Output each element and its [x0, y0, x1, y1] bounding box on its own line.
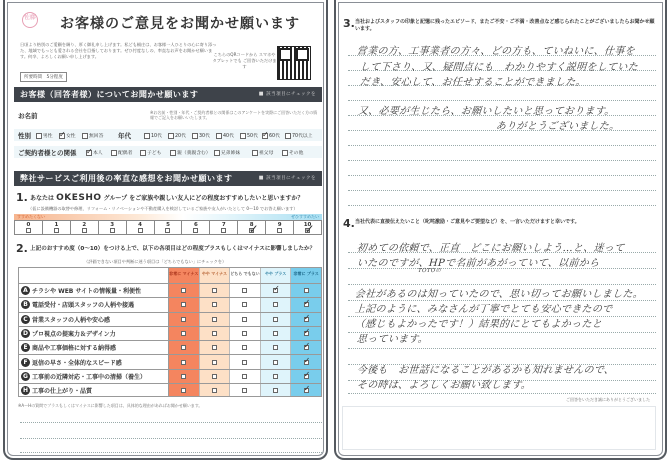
- q1-number: 1.: [16, 191, 28, 204]
- checkbox[interactable]: [273, 302, 278, 307]
- age-option-60[interactable]: ✓ 60代: [262, 132, 280, 139]
- q4-answer-line-9: その時は、よろしくお願い致します。: [356, 380, 532, 391]
- checkbox-checked[interactable]: [304, 388, 309, 393]
- checkbox[interactable]: [242, 317, 247, 322]
- cell-very-positive[interactable]: [291, 298, 321, 311]
- checkbox[interactable]: [168, 133, 174, 139]
- checkbox[interactable]: [36, 133, 42, 139]
- checkbox[interactable]: [242, 302, 247, 307]
- checkbox[interactable]: [138, 228, 143, 233]
- service-section-header: [14, 171, 322, 186]
- checkbox[interactable]: [144, 133, 150, 139]
- cell-very-positive[interactable]: [291, 384, 321, 396]
- cell-slightly-negative[interactable]: [200, 384, 231, 396]
- scale-option-4[interactable]: 4: [127, 221, 155, 234]
- q4-insertion: TOTOの: [417, 268, 442, 274]
- cell-slightly-positive[interactable]: [261, 355, 292, 368]
- age-option-30[interactable]: 30代: [192, 132, 210, 139]
- checkbox[interactable]: [181, 331, 186, 336]
- cell-very-positive[interactable]: [291, 370, 321, 383]
- letter-h-icon: H: [22, 386, 29, 394]
- checkbox-checked[interactable]: [304, 317, 309, 322]
- q3-answer-line-5: 又、必要が生じたら、お願いしたいと思っております。: [357, 106, 615, 117]
- cell-very-negative[interactable]: [169, 341, 200, 354]
- cell-neutral[interactable]: [230, 327, 261, 340]
- age-option-40[interactable]: 40代: [216, 132, 234, 139]
- col-very-positive: 非常に プラス: [291, 268, 321, 283]
- thanks-note: ご回答をいただき誠にありがとうございました: [566, 397, 650, 402]
- cell-slightly-negative[interactable]: [200, 284, 231, 297]
- scale-option-10-selected[interactable]: 10 ✓: [294, 221, 321, 234]
- checkbox[interactable]: [212, 288, 217, 293]
- checkbox[interactable]: [54, 228, 59, 233]
- cell-neutral[interactable]: [230, 341, 261, 354]
- cell-slightly-positive[interactable]: [261, 284, 292, 297]
- cell-very-negative[interactable]: [169, 384, 200, 396]
- checkbox-checked[interactable]: [273, 288, 278, 293]
- q2-number: 2.: [16, 242, 28, 255]
- scale-option-7[interactable]: 7: [210, 221, 238, 234]
- grid-row-d: D プロ視点の提案力＆デザイン力 ✓: [18, 326, 322, 340]
- cell-very-negative[interactable]: [169, 284, 200, 297]
- q4-text: 当社代表に直接伝えたいこと（叱咤激励・ご意見やご要望など）を、一言いただけますと幸いです。: [355, 219, 580, 225]
- gender-option-female[interactable]: ✓ 女性: [59, 132, 76, 139]
- recommend-scale: [14, 220, 322, 235]
- relation-option-child[interactable]: 子ども: [140, 149, 161, 156]
- letter-b-icon: B: [21, 300, 30, 309]
- answer-line: [348, 145, 656, 146]
- checkbox[interactable]: [82, 228, 87, 233]
- checkbox[interactable]: [273, 374, 278, 379]
- cell-slightly-negative[interactable]: [200, 313, 231, 326]
- q3-number: 3.: [343, 17, 355, 30]
- q4-answer-line-2: いたのですが、HPで名前があがっていて、以前から: [356, 258, 600, 269]
- cell-slightly-positive[interactable]: [261, 327, 292, 340]
- grid-row-f: F 返信の早さ・全体的なスピード感 ✓: [18, 354, 322, 368]
- time-required-badge: 所要時間 5分程度: [20, 72, 67, 82]
- cell-slightly-positive[interactable]: [261, 298, 292, 311]
- checkbox[interactable]: [212, 345, 217, 350]
- col-slightly-positive: やや プラス: [261, 268, 292, 283]
- checkbox-checked[interactable]: [304, 374, 309, 379]
- letter-g-icon: G: [21, 372, 30, 381]
- answer-line: [348, 160, 656, 161]
- checkbox[interactable]: [181, 302, 186, 307]
- answer-line: [348, 348, 656, 349]
- grid-row-g: G 工事前の近隣対応・工事中の清掃（養生） ✓: [18, 369, 322, 383]
- intro-text: 日頃より格別のご愛顧を賜り、厚く御礼申し上げます。私ども桶庄は、お客様一人ひとりの心に寄り添った、地域でもっとも愛される会社を目指しております。ぜひ忖度なしの、率直なお声をお聞かせ願います。何卒、よろしくお願い申し上げます。: [20, 42, 217, 59]
- scale-option-9[interactable]: 9: [266, 221, 294, 234]
- letter-e-icon: E: [21, 343, 30, 352]
- cell-slightly-negative[interactable]: [200, 298, 231, 311]
- q4-answer-line-3: 会社があるのは知っていたので、思い切ってお願いしました。: [354, 289, 644, 300]
- scale-option-6[interactable]: 6: [182, 221, 210, 234]
- seal-stamp: 佐藤: [22, 12, 38, 28]
- checkbox[interactable]: [181, 388, 186, 393]
- checkbox[interactable]: [212, 388, 217, 393]
- q1-subtext: （仮に設備機器の取替や修理、リフォーム・リノベーションや不動産購入を検討しているご家族や友人がいたとして 0〜10 でお答え願います）: [28, 206, 298, 211]
- letter-a-icon: A: [21, 286, 30, 295]
- col-very-negative: 非常に マイナス: [169, 268, 200, 283]
- checkbox-checked[interactable]: [304, 302, 309, 307]
- answer-line[interactable]: [20, 452, 322, 453]
- checkbox[interactable]: [181, 345, 186, 350]
- checkbox[interactable]: [221, 228, 226, 233]
- q4-answer-line-6: 思っています。: [356, 334, 429, 345]
- cell-very-negative[interactable]: [169, 327, 200, 340]
- cell-slightly-positive[interactable]: [261, 313, 292, 326]
- checkbox[interactable]: [273, 388, 278, 393]
- q3-answer-line-2: して下さり、又、疑問点にも わかりやすく説明をしていた: [359, 62, 639, 73]
- cell-slightly-positive[interactable]: [261, 341, 292, 354]
- cell-very-positive[interactable]: [291, 284, 321, 297]
- relation-option-spouse[interactable]: 配偶者: [111, 149, 132, 156]
- age-label: 年代: [118, 132, 131, 140]
- grid-header: [18, 267, 322, 283]
- checkbox[interactable]: [212, 302, 217, 307]
- memo-box: [342, 406, 656, 450]
- checkbox[interactable]: [110, 228, 115, 233]
- customer-section-header: [14, 87, 322, 102]
- cell-very-negative[interactable]: [169, 355, 200, 368]
- checkbox[interactable]: [282, 150, 288, 156]
- q3-answer-line-1: 営業の方、工事業者の方々、どの方も、ていねいに、仕事を: [356, 46, 636, 57]
- relation-option-grandparent[interactable]: 祖父母: [252, 149, 273, 156]
- section-note: ■ 該当項目にチェックを: [259, 91, 316, 97]
- cell-neutral[interactable]: [230, 370, 261, 383]
- cell-slightly-positive[interactable]: [261, 370, 292, 383]
- scale-option-5[interactable]: 5: [155, 221, 183, 234]
- letter-c-icon: C: [21, 315, 30, 324]
- answer-line: [348, 393, 656, 394]
- q3-answer-line-3: だき、安心して、お任せすることができました。: [359, 77, 587, 88]
- checkbox[interactable]: [212, 360, 217, 365]
- grid-row-a: A チラシや WEB サイトの情報量・利便性 ✓: [18, 283, 322, 297]
- answer-line: [348, 100, 656, 101]
- checkbox[interactable]: [214, 150, 220, 156]
- brand-name: OKESHO: [56, 193, 102, 203]
- age-option-10[interactable]: 10代: [144, 132, 162, 139]
- q2-footnote: ※A〜Hの質問でプラスもしくはマイナスに影響した項目は、具体的な理由があればお聞かせ願います。: [18, 403, 203, 408]
- impact-grid: [18, 267, 322, 397]
- cell-neutral[interactable]: [230, 284, 261, 297]
- checkbox[interactable]: [273, 331, 278, 336]
- checkbox[interactable]: [192, 133, 198, 139]
- relation-option-parent[interactable]: 親（義親含む）: [170, 149, 211, 156]
- gender-option-none[interactable]: 無回答: [82, 132, 103, 139]
- relation-label: ご契約者様との関係: [18, 149, 77, 157]
- answer-line[interactable]: [20, 422, 322, 423]
- checkbox-checked[interactable]: [304, 345, 309, 350]
- section-note: ■ 該当項目にチェックを: [259, 175, 316, 181]
- scale-option-2[interactable]: 2: [71, 221, 99, 234]
- cell-very-positive[interactable]: [291, 355, 321, 368]
- age-option-20[interactable]: 20代: [168, 132, 186, 139]
- checkbox-checked[interactable]: [86, 150, 92, 156]
- checkbox[interactable]: [111, 150, 117, 156]
- checkbox[interactable]: [181, 317, 186, 322]
- letter-d-icon: D: [21, 329, 30, 338]
- qr-code-icon[interactable]: [277, 46, 311, 80]
- cell-slightly-negative[interactable]: [200, 327, 231, 340]
- checkbox[interactable]: [26, 228, 31, 233]
- answer-line[interactable]: [20, 438, 322, 439]
- q4-number: 4.: [343, 217, 355, 230]
- cell-neutral[interactable]: [230, 355, 261, 368]
- cell-very-negative[interactable]: [169, 313, 200, 326]
- cell-slightly-negative[interactable]: [200, 370, 231, 383]
- checkbox[interactable]: [212, 317, 217, 322]
- relation-option-self[interactable]: ✓ 本人: [86, 149, 103, 156]
- q3-answer-line-6: ありがとうございました。: [495, 121, 620, 132]
- checkbox[interactable]: [249, 228, 254, 233]
- grid-row-e: E 商品や工事価格に対する納得感 ✓: [18, 340, 322, 354]
- answer-line: [348, 205, 656, 206]
- q2-text: 上記のおすすめ度（0〜10）をつける上で、以下の各項目はどの程度プラスもしくはマイナスに影響しましたか？: [30, 246, 316, 252]
- checkbox[interactable]: [277, 228, 282, 233]
- checkbox[interactable]: [240, 133, 246, 139]
- col-slightly-negative: やや マイナス: [200, 268, 231, 283]
- col-neutral: どちら でもない: [230, 268, 261, 283]
- checkbox-checked[interactable]: [304, 331, 309, 336]
- name-label: お名前: [18, 112, 38, 120]
- grid-row-c: C 営業スタッフの人柄や安心感 ✓: [18, 312, 322, 326]
- checkbox[interactable]: [252, 150, 258, 156]
- cell-neutral[interactable]: [230, 384, 261, 396]
- checkbox[interactable]: [181, 360, 186, 365]
- section-title: 弊社サービスご利用後の率直な感想をお聞かせ願います: [20, 174, 233, 183]
- cell-very-positive[interactable]: [291, 327, 321, 340]
- grid-row-h: H 工事の仕上がり・品質 ✓: [18, 383, 322, 397]
- answer-line: [348, 190, 656, 191]
- age-option-70plus[interactable]: 70代以上: [285, 132, 313, 139]
- scale-left-label: すすめたくない: [17, 214, 46, 219]
- checkbox[interactable]: [285, 133, 291, 139]
- checkbox[interactable]: [181, 374, 186, 379]
- q4-answer-line-5: （感じもよかったです！）結果的にとてもよかったと: [354, 319, 603, 330]
- q4-answer-line-1: 初めての依頼で、正直 どこにお願いしよう…と、迷って: [356, 243, 625, 254]
- cell-slightly-negative[interactable]: [200, 355, 231, 368]
- checkbox[interactable]: [242, 388, 247, 393]
- checkbox[interactable]: [170, 150, 176, 156]
- q4-answer-line-8: 今後も お世話になることがあるかも知れませんので、: [356, 365, 615, 376]
- checkbox[interactable]: [273, 360, 278, 365]
- cell-very-negative[interactable]: [169, 298, 200, 311]
- gender-label: 性別: [18, 132, 31, 140]
- section-title: お客様（回答者様）についてお聞かせ願います: [20, 90, 199, 99]
- checkbox[interactable]: [242, 360, 247, 365]
- relation-option-other[interactable]: その他: [282, 149, 303, 156]
- scale-option-0[interactable]: 0: [15, 221, 43, 234]
- scale-option-3[interactable]: 3: [99, 221, 127, 234]
- grid-row-b: B 電話受付・店頭スタッフの人柄や接遇 ✓: [18, 297, 322, 311]
- scale-right-label: ぜひすすめたい: [290, 214, 319, 219]
- q1-text: あなたは OKESHO グループ をご家族や親しい友人にどの程度おすすめしたいと思いますか？: [30, 193, 304, 203]
- page-title: お客様のご意見をお聞かせ願います: [60, 16, 300, 32]
- checkbox[interactable]: [242, 374, 247, 379]
- cell-slightly-negative[interactable]: [200, 341, 231, 354]
- checkbox-checked[interactable]: [304, 360, 309, 365]
- checkbox[interactable]: [242, 345, 247, 350]
- q4-answer-line-4: 上記のように、みなさんが丁寧でとても安心できたので: [354, 304, 613, 315]
- checkbox-checked[interactable]: [59, 133, 65, 139]
- checkbox[interactable]: [82, 133, 88, 139]
- checkbox[interactable]: [165, 228, 170, 233]
- qr-instructions: こちらのQRコードから スマホやタブレットでも ご回答いただけます: [212, 52, 277, 69]
- scale-option-1[interactable]: 1: [43, 221, 71, 234]
- cell-slightly-positive[interactable]: [261, 384, 292, 396]
- name-note: ※お名前・性別・年代・ご契約者様との関係はこのアンケートを実際にご回答いただく方の情報でご記入をお願いいたします。: [150, 110, 318, 120]
- checkbox[interactable]: [304, 288, 309, 293]
- relation-option-sibling[interactable]: 兄弟姉妹: [214, 149, 240, 156]
- checkbox[interactable]: [242, 331, 247, 336]
- scale-option-8-crossed[interactable]: 8 ✓: [238, 221, 266, 234]
- checkbox[interactable]: [273, 345, 278, 350]
- cell-neutral[interactable]: [230, 298, 261, 311]
- checkbox[interactable]: [193, 228, 198, 233]
- q2-subtext: （評価できない項目や判断に迷う項目は「どちらでもない」にチェックを）: [84, 259, 227, 264]
- cell-very-negative[interactable]: [169, 370, 200, 383]
- answer-line: [348, 175, 656, 176]
- cell-very-positive[interactable]: [291, 313, 321, 326]
- age-option-50[interactable]: 50代: [240, 132, 258, 139]
- gender-option-male[interactable]: 男性: [36, 132, 53, 139]
- checkbox[interactable]: [216, 133, 222, 139]
- q3-text: 当社およびスタッフの印象と記憶に残ったエピソード、またご不安・ご不満・改善点など感じられたことがございましたらお聞かせ願います。: [355, 19, 655, 32]
- checkbox[interactable]: [140, 150, 146, 156]
- checkbox[interactable]: [273, 317, 278, 322]
- checkbox[interactable]: [212, 331, 217, 336]
- checkbox[interactable]: [181, 288, 186, 293]
- checkbox[interactable]: [212, 374, 217, 379]
- checkbox-checked[interactable]: [262, 133, 268, 139]
- checkbox[interactable]: [242, 288, 247, 293]
- letter-f-icon: F: [21, 358, 30, 367]
- cell-very-positive[interactable]: [291, 341, 321, 354]
- checkbox[interactable]: [305, 228, 310, 233]
- cell-neutral[interactable]: [230, 313, 261, 326]
